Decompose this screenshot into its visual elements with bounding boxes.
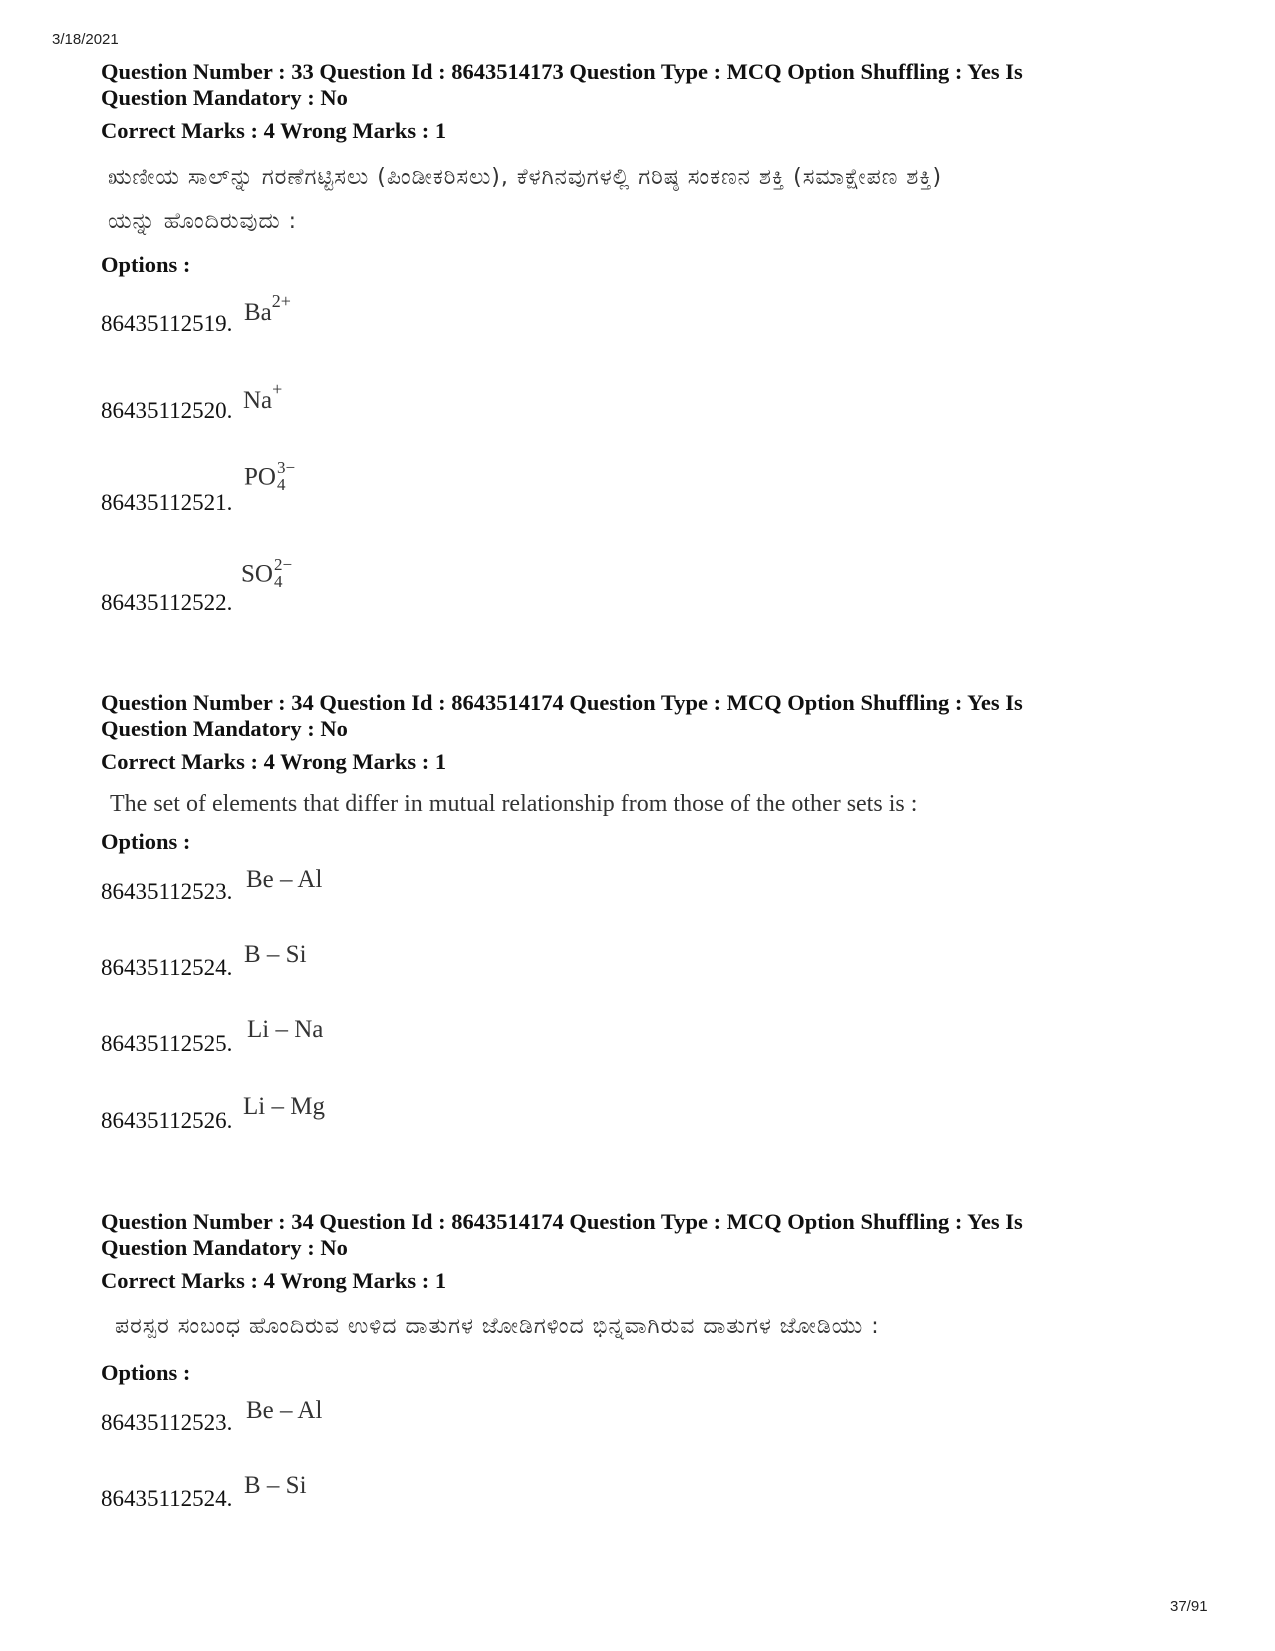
formula-charge: 2+ (271, 291, 291, 311)
option-value-po4[interactable] (244, 458, 299, 496)
formula-base: SO (241, 560, 273, 588)
print-date: 3/18/2021 (52, 31, 119, 48)
question-text-line1: ಋಣೀಯ ಸಾಲ್‌ನ್ನು ಗರಣೆಗಟ್ಟಿಸಲು (ಪಿಂಡೀಕರಿಸಲು), ಕೆಳಗಿನವುಗಳಲ್ಲಿ ಗರಿಷ್ಠ ಸಂಕಣನ ಶಕ್ತಿ (ಸಮಾಕ್ಷೇಪಣ ಶಕ್ತಿ) (108, 165, 943, 190)
formula-subscript: 4 (276, 475, 286, 494)
formula-charge: + (272, 379, 283, 399)
option-value[interactable]: B – Si (244, 941, 307, 968)
question-meta-line2: Question Mandatory : No (101, 85, 348, 110)
option-value[interactable]: Be – Al (246, 1397, 323, 1424)
option-id: 86435112523. (101, 879, 233, 904)
formula-subscript: 4 (273, 572, 283, 591)
question-marks: Correct Marks : 4 Wrong Marks : 1 (101, 118, 447, 143)
question-meta-line2: Question Mandatory : No (101, 1235, 348, 1260)
question-meta-line1: Question Number : 34 Question Id : 8643514174 Question Type : MCQ Option Shuffling : Yes Is (101, 690, 1023, 715)
question-meta-line1: Question Number : 34 Question Id : 8643514174 Question Type : MCQ Option Shuffling : Yes Is (101, 1209, 1023, 1234)
option-id: 86435112523. (101, 1410, 233, 1435)
formula-base: PO (244, 463, 276, 491)
option-id: 86435112520. (101, 398, 233, 423)
option-value[interactable]: B – Si (244, 1472, 307, 1499)
option-value-so4[interactable] (241, 555, 296, 593)
formula-charge: 3− (276, 458, 296, 477)
option-id: 86435112524. (101, 1486, 233, 1511)
question-marks: Correct Marks : 4 Wrong Marks : 1 (101, 749, 447, 774)
option-value-na[interactable] (243, 379, 282, 415)
options-label: Options : (101, 829, 191, 854)
formula-charge: 2− (273, 555, 293, 574)
options-label: Options : (101, 1360, 191, 1385)
option-id: 86435112525. (101, 1031, 233, 1056)
option-value[interactable]: Be – Al (246, 866, 323, 893)
question-text-line2: ಯನ್ನು ಹೊಂದಿರುವುದು : (108, 209, 298, 234)
question-meta-line2: Question Mandatory : No (101, 716, 348, 741)
option-id: 86435112522. (101, 590, 233, 615)
option-value[interactable]: Li – Na (247, 1016, 324, 1043)
option-id: 86435112519. (101, 311, 233, 336)
option-value-ba[interactable] (244, 291, 291, 327)
option-value[interactable]: Li – Mg (243, 1093, 325, 1120)
options-label: Options : (101, 252, 191, 277)
option-id: 86435112526. (101, 1108, 233, 1133)
question-marks: Correct Marks : 4 Wrong Marks : 1 (101, 1268, 447, 1293)
formula-base: Ba (244, 299, 272, 326)
option-id: 86435112524. (101, 955, 233, 980)
question-meta-line1: Question Number : 33 Question Id : 8643514173 Question Type : MCQ Option Shuffling : Yes Is (101, 59, 1023, 84)
question-text: ಪರಸ್ಪರ ಸಂಬಂಧ ಹೊಂದಿರುವ ಉಳಿದ ದಾತುಗಳ ಜೋಡಿಗಳಿಂದ ಭಿನ್ನವಾಗಿರುವ ದಾತುಗಳ ಜೋಡಿಯು : (115, 1314, 880, 1339)
formula-base: Na (243, 387, 273, 414)
question-text: The set of elements that differ in mutual relationship from those of the other sets is : (110, 791, 918, 817)
option-id: 86435112521. (101, 490, 233, 515)
page-number: 37/91 (1170, 1598, 1208, 1615)
